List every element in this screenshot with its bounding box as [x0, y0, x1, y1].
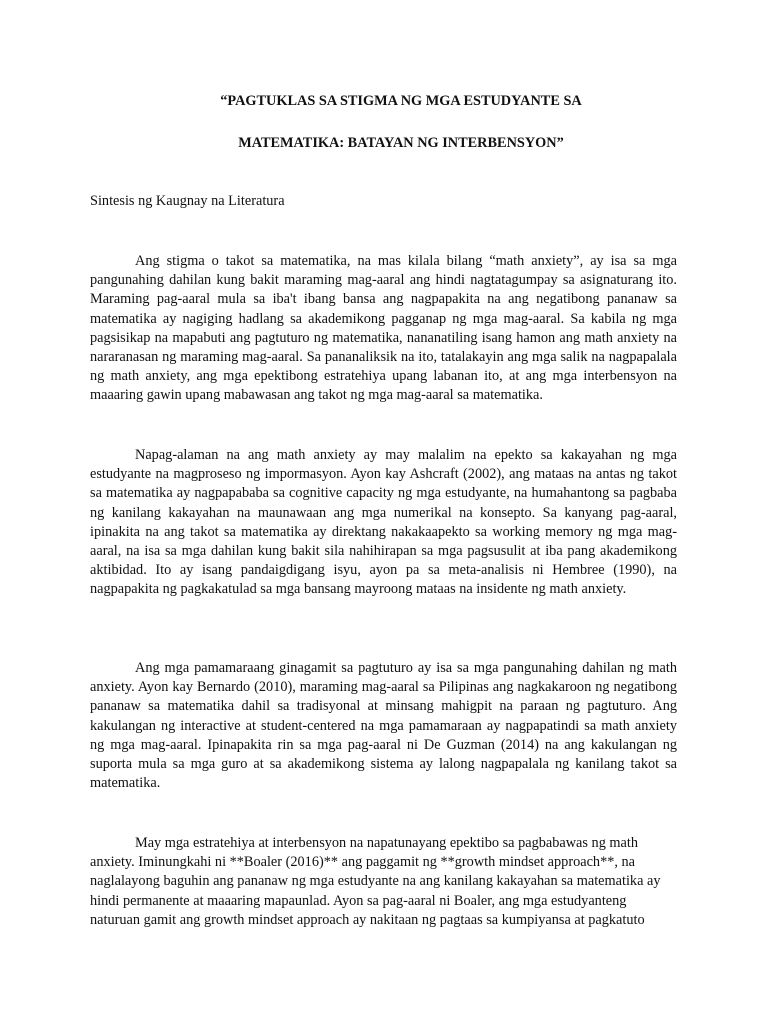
paragraph-3: Ang mga pamamaraang ginagamit sa pagtuturo ay isa sa mga pangunahing dahilan ng math anxiety. Ayon kay Bernardo (2010), maraming mag-aaral sa Pilipinas ang nagkakaroon ng negatibong pananaw sa matematika dahil sa tradisyonal at minsang mahigpit na paraan ng pagtuturo. Ang kakulangan ng interactive at student-centered na mga pamamaraan ay nagpapatindi sa math anxiety ng mga mag-aaral. Ipinapakita rin sa mga pag-aaral ni De Guzman (2014) na ang kakulangan ng suporta mula sa mga guro at sa akademikong sistema ay lalong nagpapalala ng kanilang takot sa matematika.	[90, 660, 677, 792]
paragraph-4: May mga estratehiya at interbensyon na napatunayang epektibo sa pagbabawas ng math anxiety. Iminungkahi ni **Boaler (2016)** ang paggamit ng **growth mindset approach**, na naglalayong baguhin ang pananaw ng mga estudyante na ang kanilang kakayahan sa matematika ay hindi permanente at maaaring mapaunlad. Ayon sa pag-aaral ni Boaler, ang mga estudyanteng naturuan gamit ang growth mindset approach ay nakitaan ng pagtaas sa kumpiyansa at pagkatuto	[90, 835, 661, 928]
paragraph-2: Napag-alaman na ang math anxiety ay may malalim na epekto sa kakayahan ng mga estudyante na magproseso ng impormasyon. Ayon kay Ashcraft (2002), ang mataas na antas ng takot sa matematika ay nagpapababa sa cognitive capacity ng mga estudyante, na humahantong sa pagbaba ng kanilang kakayahan na maunawaan ang mga numerikal na konsepto. Sa kanyang pag-aaral, ipinakita na ang takot sa matematika ay direktang nakakaapekto sa working memory ng mga mag-aaral, na isa sa mga dahilan kung bakit sila nahihirapan sa mga pagsusulit at iba pang akademikong aktibidad. Ito ay isang pandaigdigang isyu, ayon pa sa meta-analisis ni Hembree (1990), na nagpapakita ng pagkakatulad sa mga bansang mayroong mataas na insidente ng math anxiety.	[90, 447, 677, 598]
document-title-line-2: MATEMATIKA: BATAYAN NG INTERBENSYON”	[238, 135, 564, 151]
paragraph-1: Ang stigma o takot sa matematika, na mas kilala bilang “math anxiety”, ay isa sa mga pangunahing dahilan kung bakit maraming mag-aaral ang hindi nagtatagumpay sa asignaturang ito. Maraming pag-aaral mula sa iba't ibang bansa ang nagpapakita na ang negatibong pananaw sa matematika ay nagiging hadlang sa akademikong pagganap ng mga mag-aaral. Sa kabila ng mga pagsisikap na mapabuti ang pagtuturo ng matematika, nananatiling isang hamon ang math anxiety na nararanasan ng maraming mag-aaral. Sa pananaliksik na ito, tatalakayin ang mga salik na nagpapalala ng math anxiety, ang mga epektibong estratehiya upang labanan ito, at ang mga interbensyon na maaaring gawin upang mabawasan ang takot ng mga mag-aaral sa matematika.	[90, 253, 677, 404]
document-title-line-1: “PAGTUKLAS SA STIGMA NG MGA ESTUDYANTE SA	[220, 93, 582, 109]
section-heading: Sintesis ng Kaugnay na Literatura	[90, 193, 285, 209]
